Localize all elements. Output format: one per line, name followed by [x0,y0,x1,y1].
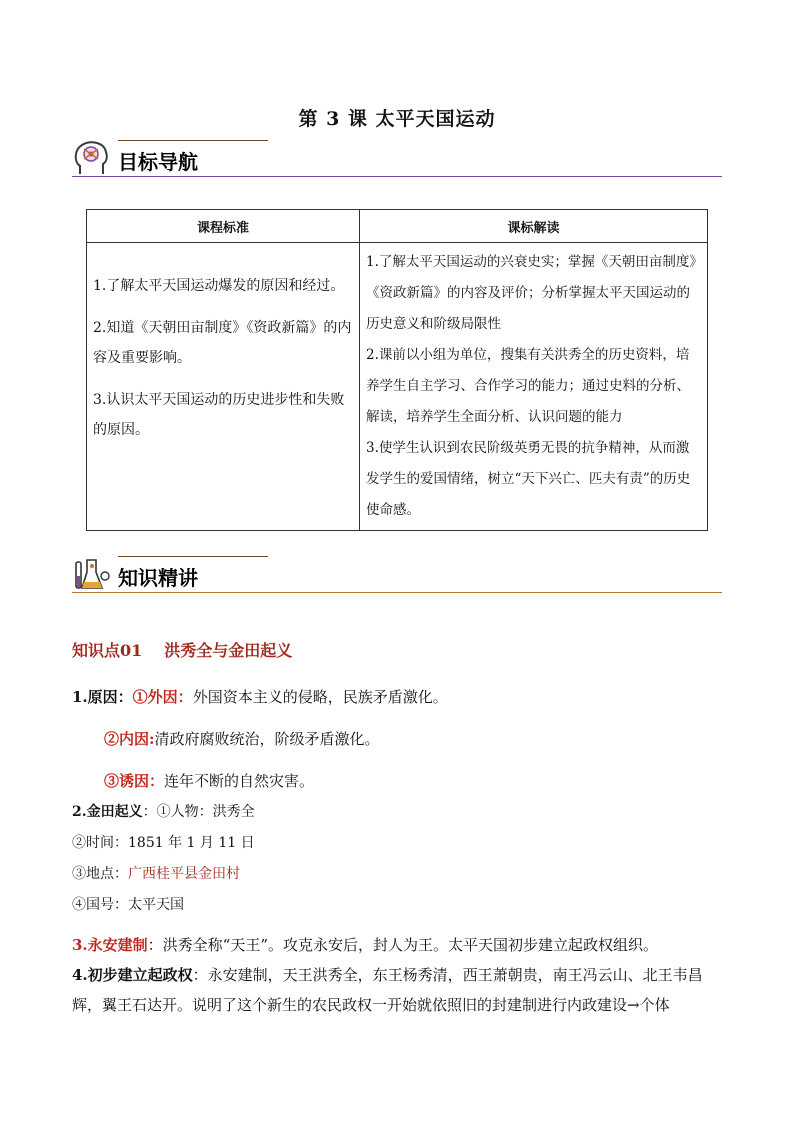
knowledge-point-number: 知识点01 [72,641,143,660]
uprising-place-value: 广西桂平县金田村 [128,866,240,882]
standard-item: 2.知道《天朝田亩制度》《资政新篇》的内容及重要影响。 [93,320,352,366]
header-decor-line [118,140,268,141]
table-header-interpretation: 课标解读 [360,210,708,243]
trigger-cause-text: 连年不断的自然灾害。 [164,772,315,790]
interpretation-cell [360,243,708,531]
standard-cell [87,243,360,531]
page-title: 第 3 课 太平天国运动 [298,108,496,130]
standard-item: 1.了解太平天国运动爆发的原因和经过。 [93,278,345,294]
section-knowledge-header [72,556,722,594]
section-title: 目标导航 [118,150,198,174]
regime-paragraph [72,960,722,1020]
uprising-time-line: ②时间：1851 年 1 月 11 日 [72,835,255,851]
header-decor-line [118,556,268,557]
section-divider [72,592,722,593]
cause-trigger-line [104,770,314,791]
interpretation-item: 1.了解太平天国运动的兴衰史实；掌握《天朝田亩制度》《资政新篇》的内容及评价；分析掌握太平天国运动的历史意义和阶级局限性 [366,254,697,332]
cause-external-line [72,686,448,707]
table-header-standard: 课程标准 [87,210,360,243]
lab-flask-icon [72,556,112,594]
section-title: 知识精讲 [118,566,198,590]
external-cause-text: 外国资本主义的侵略，民族矛盾激化。 [192,688,448,706]
uprising-person-line [72,801,255,821]
table-row [87,243,708,531]
regime-text: ：永安建制，天王洪秀全，东王杨秀清，西王萧朝贵，南王冯云山、北王韦昌辉，翼王石达开。说明了这个新生的农民政权一开始就依照旧的封建制进行内政建设→个体 [72,966,703,1014]
yongan-text: ：洪秀全称“天王”。攻克永安后，封人为王。太平天国初步建立起政权组织。 [147,936,659,954]
trigger-cause-label: ③诱因： [104,772,165,790]
interpretation-item: 2.课前以小组为单位，搜集有关洪秀全的历史资料，培养学生自主学习、合作学习的能力；通过史料的分析、解读，培养学生全面分析、认识问题的能力 [366,347,690,425]
knowledge-point-name: 洪秀全与金田起义 [164,641,293,660]
uprising-person: ：①人物：洪秀全 [142,804,255,820]
standard-item: 3.认识太平天国运动的历史进步性和失败的原因。 [93,392,345,438]
interpretation-item: 3.使学生认识到农民阶级英勇无畏的抗争精神，从而激发学生的爱国情绪，树立“天下兴亡、匹夫有责”的历史使命感。 [366,440,691,518]
uprising-name-line: ④国号：太平天国 [72,897,184,913]
yongan-line [72,934,658,955]
yongan-label: 3.永安建制 [72,936,148,954]
cause-label: 1.原因： [72,688,133,706]
uprising-place-label: ③地点： [72,866,128,882]
section-goal-header [72,140,722,178]
section-divider [72,176,722,177]
cause-internal-line [104,728,380,749]
curriculum-table [86,209,708,531]
internal-cause-text: 清政府腐败统治，阶级矛盾激化。 [154,730,380,748]
table-header-row [87,210,708,243]
external-cause-label: ①外因： [132,688,193,706]
uprising-label: 2.金田起义 [72,804,143,820]
brain-gear-icon [72,140,112,178]
uprising-place-line [72,863,240,883]
knowledge-point-title [72,638,314,661]
regime-label: 4.初步建立起政权 [72,966,193,984]
internal-cause-label: ②内因: [104,730,155,748]
